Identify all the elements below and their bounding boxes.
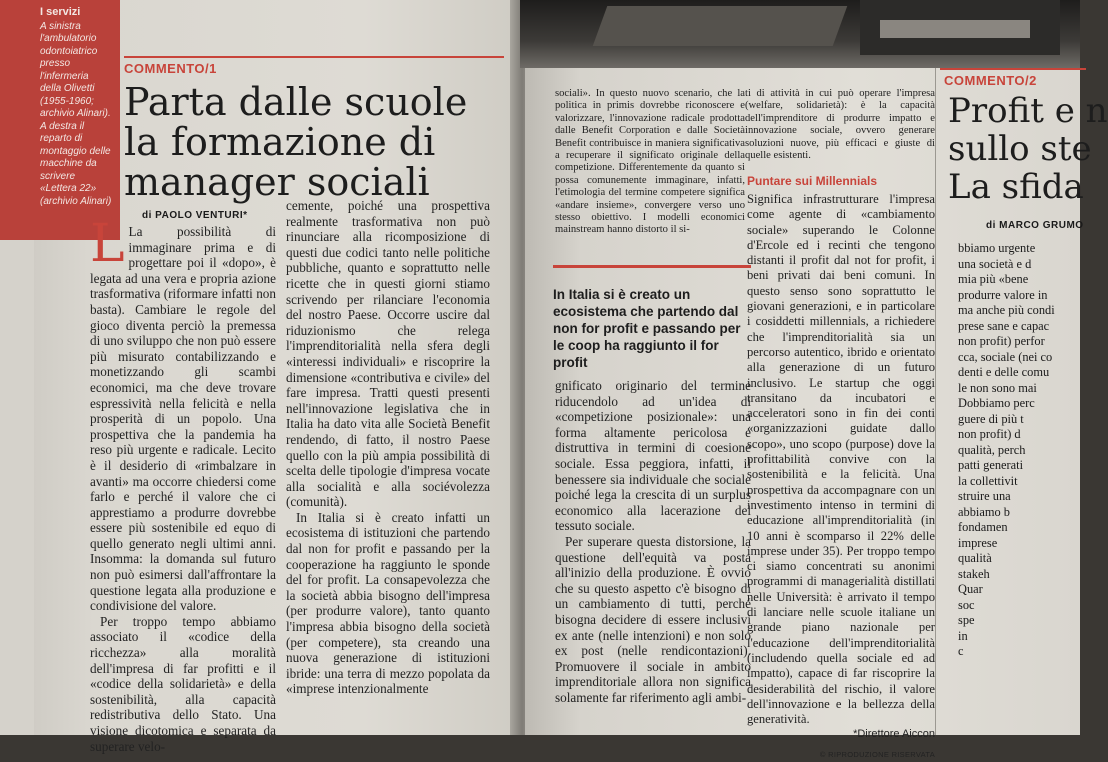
- article2-text-line: produrre valore in: [958, 287, 1048, 302]
- article2: [935, 68, 1108, 735]
- column1-paragraph-2: Per troppo tempo abbiamo associato il «codice della ricchezza» alla moralità dell'impresa di far profitti e il «codice della solidarietà» e della sostenibilità, alla capacità redistributiva dello Stato. Una visione dicotomica e separata da superare velo-: [90, 613, 276, 754]
- article1-kicker: COMMENTO/1: [124, 61, 217, 76]
- article2-text-line: spe: [958, 613, 975, 627]
- header-photo: [520, 0, 1080, 68]
- article2-text-line: abbiamo b: [958, 504, 1010, 519]
- article2-text-line: guere di più t: [958, 411, 1024, 426]
- article2-text-line: non profit) d: [958, 427, 1021, 441]
- column4-text: ti di attività in cui può operare l'impresa (welfare, solidarietà): è la capacità dell'imprenditore di produrre impatto e innovazione sociale, ovvero generare soluzioni nuove, più efficaci e giuste di quelle esistenti.: [745, 88, 935, 162]
- article2-text-line: la collettivit: [958, 473, 1018, 488]
- article2-text-line: una società e d: [958, 256, 1032, 271]
- article2-text-line: denti e delle comu: [958, 365, 1050, 379]
- article2-text-line: mia più «bene: [958, 272, 1029, 286]
- article1-column-3: [555, 88, 745, 237]
- article2-kicker-rule: [940, 68, 1086, 70]
- pullquote: In Italia si è creato un ecosistema che partendo dal non for profit e passando per le coop ha raggiunto il for profit: [553, 287, 741, 370]
- article2-headline-line-1: Profit e n: [948, 91, 1108, 131]
- article2-text-line: cca, sociale (nei co: [958, 349, 1053, 364]
- article2-text-line: stakeh: [958, 566, 990, 581]
- column3c-text: Per superare questa distorsione, la questione dell'equità va posta all'inizio della produzione. È ovvio che su questo aspetto c'è bisogno di un cambiamento di tutti, perché bisogna decidere di essere inclusivi ex ante (nelle intenzioni) e non solo ex post (nelle rendicontazioni). Promuovere il sociale in ambito imprenditoriale allora non significa solamente far riferimento agli ambi-: [555, 533, 751, 705]
- right-newspaper-page: [525, 0, 1108, 759]
- article2-text-line: ma anche più condi: [958, 303, 1055, 317]
- article1-column-3b: [555, 378, 751, 705]
- drop-cap: L: [90, 214, 125, 274]
- article1-column-2: [286, 198, 490, 697]
- article2-text-line: struire una: [958, 489, 1011, 503]
- article2-text-line: c: [958, 644, 964, 658]
- article2-text-line: bbiamo urgente: [958, 241, 1036, 255]
- article2-text-line: qualità: [958, 551, 992, 565]
- article1-header: [124, 56, 504, 221]
- article2-headline-line-3: La sfida: [948, 167, 1084, 207]
- pullquote-rule: [553, 265, 751, 268]
- article1-byline: di PAOLO VENTURI*: [142, 210, 248, 221]
- article2-kicker: COMMENTO/2: [944, 73, 1037, 88]
- caption-text: A sinistra l'ambulatorio odontoiatrico presso l'infermeria della Olivetti (1955-1960; archivio Alinari). A destra il reparto di montaggio delle macchine da scrivere «Lettera 22» (archivio Alinari): [40, 20, 112, 207]
- article2-headline: [948, 91, 1108, 207]
- article1-column-4b: [747, 192, 935, 762]
- article2-text-line: Quar: [958, 582, 983, 596]
- article2-headline-line-2: sullo ste: [948, 129, 1092, 169]
- article2-text-line: fondamen: [958, 520, 1008, 534]
- subhead-wrap: [747, 168, 877, 192]
- caption-title: I servizi: [40, 6, 81, 18]
- article2-text-line: Dobbiamo perc: [958, 396, 1035, 410]
- article2-text-line: soc: [958, 597, 975, 612]
- copyright-notice: © RIPRODUZIONE RISERVATA: [819, 749, 935, 759]
- article2-text-line: prese sane e capac: [958, 318, 1050, 333]
- left-newspaper-page: [0, 0, 520, 754]
- article2-byline: di MARCO GRUMO: [986, 220, 1084, 231]
- kicker-rule: [124, 56, 504, 58]
- column2-text: cemente, poiché una prospettiva realmente trasformativa non può rinunciare alla ricomposizione di questi due codici tanto nelle politiche pubbliche, quanto e soprattutto nelle ricette che in questi giorni stiamo scrivendo per rilanciare l'economia del nostro Paese. Occorre uscire dal riduzionismo che relega l'imprenditorialità nella sfera degli «interessi individuali» e riscoprire la dimensione «contributiva e civile» del fare impresa. Tratti questi presenti nell'innovazione legislativa che in Italia ha dato vita alle Società Benefit rendendo, di fatto, il nostro Paese quello con la più ampia possibilità di scelta delle tipologie d'impresa vocate alla socialità e alla sociévolezza (comunità).: [286, 198, 490, 510]
- article2-body: [958, 241, 1086, 660]
- article1-headline: Parta dalle scuole la formazione di manager sociali: [124, 80, 468, 204]
- article2-text-line: imprese: [958, 535, 998, 550]
- author-signature: *Direttore Aiccon: [853, 728, 935, 741]
- column3b-text: gnificato originario del termine riducendolo ad un'idea di «competizione posizionale»: una forma altamente pericolosa e distruttiva in termini di coesione sociale. Essa peggiora, infatti, il benessere sia individuale che sociale poiché lega la crescita di un surplus economico alla lacerazione del tessuto sociale.: [555, 378, 751, 534]
- article2-text-line: le non sono mai: [958, 380, 1037, 395]
- article2-text-line: non profit) perfor: [958, 334, 1045, 348]
- photo-caption-box: [0, 0, 120, 240]
- column3-text: sociali». In questo nuovo scenario, che la politica in primis dovrebbe riconoscere e valorizzare, l'innovazione radicale prodotta dalle Benefit Corporation e dalle Società Benefit contribuisce in maniera significativa a recuperare il significato originale della competizione. Differentemente da quanto si possa comunemente immaginare, infatti, l'etimologia del termine competere significa «andare insieme», convergere verso uno stesso obiettivo. I modelli economici mainstream hanno distorto il si-: [555, 88, 745, 236]
- column1-text: La possibilità di immaginare prima e di progettare poi il «dopo», è legata ad una vera e propria azione trasformativa (riformare infatti non basta). Cambiare le regole del gioco diventa perciò la premessa di uno sviluppo che non può essere più misurato contabilizzando e monetizzando gli scambi economici, ma che deve trovare espressività nella felicità e nella prosperità di un popolo. Una prospettiva che la pandemia ha reso più urgente e radicale. Lecito è il desiderio di «rimbalzare in avanti» ma occorre chiedersi come farlo e perché il valore che ci apprestiamo a produrre dovrebbe essere più sostenibile ed equo di quello generato negli ultimi anni. Insomma: la domanda sul futuro non può esimersi dall'affrontare la questione legata alla produzione e condivisione del valore.: [90, 224, 276, 614]
- pullquote-box: [553, 265, 751, 371]
- article2-text-line: in: [958, 628, 968, 643]
- article2-text-line: qualità, perch: [958, 442, 1026, 457]
- column4b-text: Significa infrastrutturare l'impresa come agente di «cambiamento sociale» superando le Colonne d'Ercole ed i recinti che tengono distanti il profit dal not for profit, i beni privati dai beni comuni. In questo senso sono soprattutto le giovani generazioni, e in particolare i cosiddetti millennials, a richiedere che l'imprenditorialità sia un percorso autentico, ibrido e orientato alla generazione di un futuro inclusivo. Le startup che oggi transitano da incubatori e acceleratori sono in fin dei conti «organizzazioni guidate dallo scopo», uno scopo (purpose) dove la profittabilità convive con la sostenibilità e la felicità. Una prospettiva da accompagnare con un investimento intenso in termini di educazione all'imprenditorialità (in 10 anni è scomparso il 22% delle imprese under 35). Per troppo tempo ci siamo concentrati su anonimi programmi di managerialità distillati nelle Università: è arrivato il tempo di lanciare nelle scuole italiane un grande piano nazionale per l'educazione dell'imprenditorialità (includendo quella sociale ed ad impatto), capace di far riscoprire la desiderabilità del rischio, il valore dell'innovazione e la bellezza della generatività.: [747, 192, 935, 727]
- column2-paragraph-2: In Italia si è creato infatti un ecosistema di istituzioni che partendo dal non for profit e passando per la cooperazione ha raggiunto le sponde del for profit. La consapevolezza che la società abbia bisogno dell'impresa (per produrre valore), tanto quanto l'impresa abbia bisogno della società (per competere), sta creando una nuova generazione di istituzioni ibride: una terra di mezzo popolata da «imprese intenzionalmente: [286, 509, 490, 697]
- article2-text-line: patti generati: [958, 458, 1024, 472]
- subhead-millennials: Puntare sui Millennials: [747, 174, 878, 188]
- article1-column-4: [745, 88, 935, 162]
